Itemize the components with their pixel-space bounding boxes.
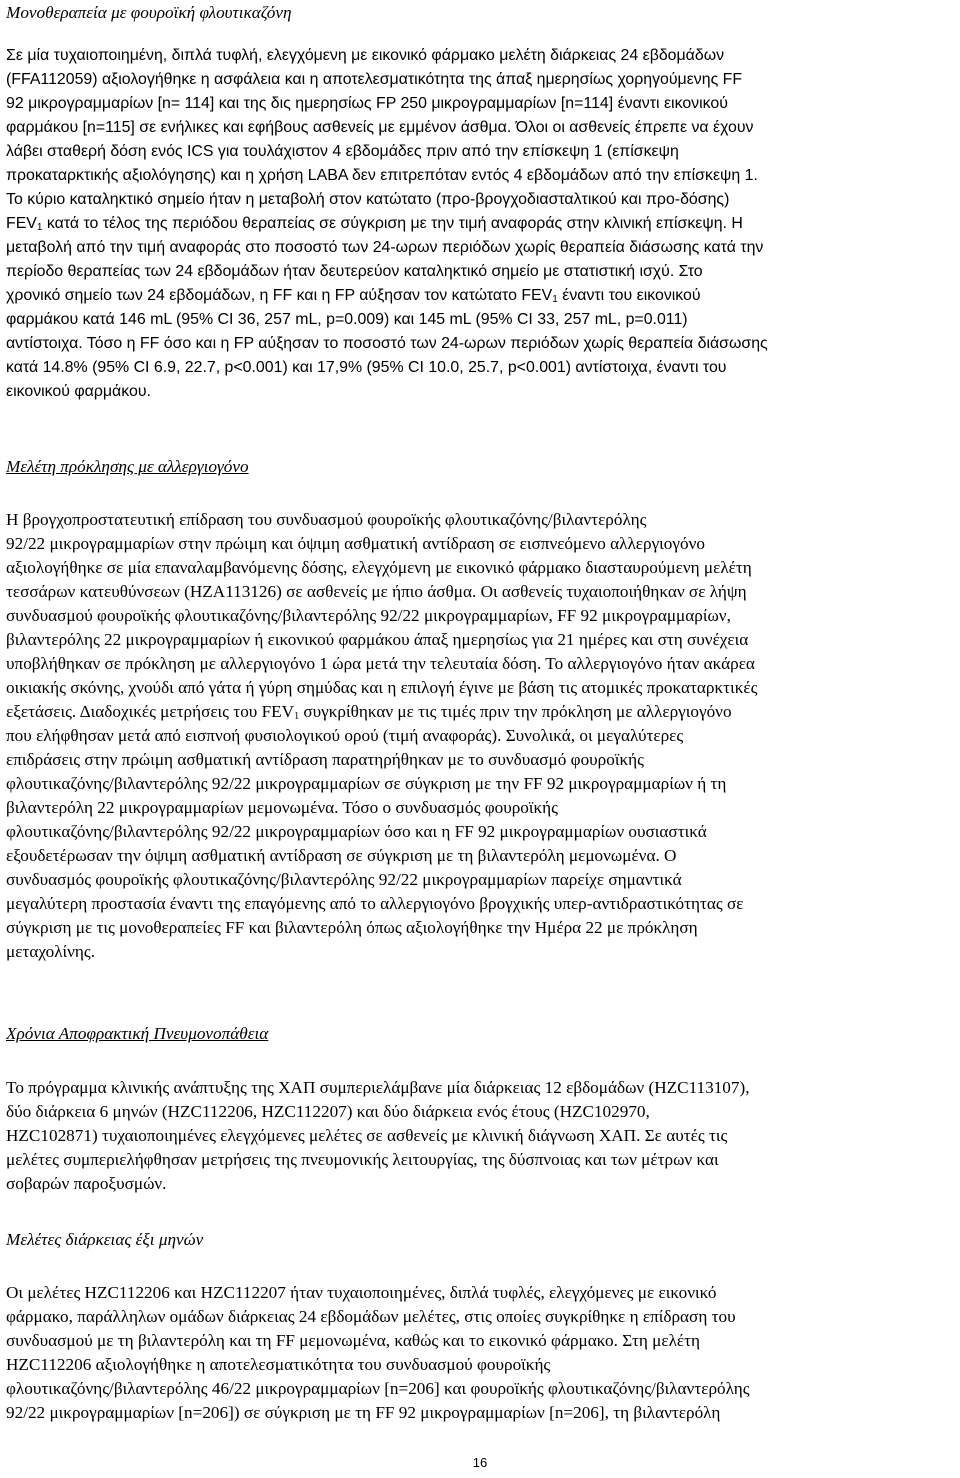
- text-line: φαρμάκου [n=115] σε ενήλικες και εφήβους ασθενείς με εμμένον άσθμα. Όλοι οι ασθενείς έπρεπε να έχουν: [6, 119, 754, 136]
- text-line: 92 μικρογραμμαρίων [n= 114] και της δις ημερησίως FP 250 μικρογραμμαρίων [n=114] έναντι εικονικού: [6, 95, 728, 112]
- text-line: περίοδο θεραπείας των 24 εβδομάδων ήταν δευτερεύον καταληκτικό σημείο με στατιστική ισχύ. Στο: [6, 263, 703, 280]
- text-line: φαρμάκου κατά 146 mL (95% CI 36, 257 mL, p=0.009) και 145 mL (95% CI 33, 257 mL, p=0.011): [6, 311, 688, 328]
- text-line: φλουτικαζόνης/βιλαντερόλης 92/22 μικρογραμμαρίων σε σύγκριση με την FF 92 μικρογραμμαρίων ή τη: [6, 774, 727, 793]
- paragraph-six-month-studies: [6, 1281, 750, 1425]
- text-line: εικονικού φαρμάκου.: [6, 383, 151, 400]
- text-line: φλουτικαζόνης/βιλαντερόλης 92/22 μικρογραμμαρίων όσο και η FF 92 μικρογραμμαρίων ουσιαστικά: [6, 822, 707, 841]
- text-line: Η βρογχοπροστατευτική επίδραση του συνδυασμού φουροϊκής φλουτικαζόνης/βιλαντερόλης: [6, 510, 647, 529]
- text-line: Το κύριο καταληκτικό σημείο ήταν η μεταβολή στον κατώτατο (προ-βρογχοδιασταλτικού και προ-δόσης): [6, 191, 730, 208]
- text-line: εξουδετέρωσαν την όψιμη ασθματική αντίδραση σε σύγκριση με τη βιλαντερόλη μεμονωμένα. Ο: [6, 846, 677, 865]
- text-line: υποβλήθηκαν σε πρόκληση με αλλεργιογόνο 1 ώρα μετά την τελευταία δόση. Το αλλεργιογόνο ήταν ακάρεα: [6, 654, 755, 673]
- section-heading-six-month-studies: Μελέτες διάρκειας έξι μηνών: [6, 1230, 204, 1249]
- text-line: βιλαντερόλη 22 μικρογραμμαρίων μεμονωμένα. Τόσο ο συνδυασμός φουροϊκής: [6, 798, 558, 817]
- text-line: λάβει σταθερή δόση ενός ICS για τουλάχιστον 4 εβδομάδες πριν από την επίσκεψη 1 (επίσκεψη: [6, 143, 679, 160]
- text-line: 92/22 μικρογραμμαρίων [n=206]) σε σύγκριση με τη FF 92 μικρογραμμαρίων [n=206], τη βιλαντερόλη: [6, 1403, 721, 1422]
- text-line: Σε μία τυχαιοποιημένη, διπλά τυφλή, ελεγχόμενη με εικονικό φάρμακο μελέτη διάρκειας 24 εβδομάδων: [6, 47, 725, 64]
- text-line: Οι μελέτες HZC112206 και HZC112207 ήταν τυχαιοποιημένες, διπλά τυφλές, ελεγχόμενες με εικονικό: [6, 1283, 717, 1302]
- text-line: σοβαρών παροξυσμών.: [6, 1174, 167, 1193]
- text-line: HZC102871) τυχαιοποιημένες ελεγχόμενες μελέτες σε ασθενείς με κλινική διάγνωση ΧΑΠ. Σε αυτές τις: [6, 1126, 728, 1145]
- text-line: 92/22 μικρογραμμαρίων στην πρώιμη και όψιμη ασθματική αντίδραση σε εισπνεόμενο αλλεργιογόνο: [6, 534, 705, 553]
- text-line: χρονικό σημείο των 24 εβδομάδων, η FF και η FP αύξησαν τον κατώτατο $FEV_1$ έναντι του εικονικού: [6, 287, 701, 305]
- text-line: συνδυασμού φουροϊκής φλουτικαζόνης/βιλαντερόλης 92/22 μικρογραμμαρίων, FF 92 μικρογραμμαρίων,: [6, 606, 731, 625]
- text-line: αντίστοιχα. Τόσο η FF όσο και η FP αύξησαν το ποσοστό των 24-ωρων περιόδων χωρίς θεραπεία διάσωσης: [6, 335, 768, 352]
- text-line: σύγκριση με τις μονοθεραπείες FF και βιλαντερόλη όπως αξιολογήθηκε την Ημέρα 22 με πρόκληση: [6, 918, 698, 937]
- page-number: 16: [472, 1455, 488, 1470]
- text-line: φλουτικαζόνης/βιλαντερόλης 46/22 μικρογραμμαρίων [n=206] και φουροϊκής φλουτικαζόνης/βιλαντερόλης: [6, 1379, 750, 1398]
- section-heading-allergen-challenge: Μελέτη πρόκλησης με αλλεργιογόνο: [6, 457, 249, 476]
- text-line: $FEV_1$ κατά το τέλος της περιόδου θεραπείας σε σύγκριση με την τιμή αναφοράς στην κλινική επίσκεψη. Η: [6, 215, 743, 233]
- text-line: δύο διάρκεια 6 μηνών (HZC112206, HZC112207) και δύο διάρκεια ενός έτους (HZC102970,: [6, 1102, 650, 1121]
- text-line: προκαταρκτικής αξιολόγησης) και η χρήση LABA δεν επιτρεπόταν εντός 4 εβδομάδων από την επίσκεψη 1.: [6, 167, 758, 184]
- text-line: που ελήφθησαν μετά από εισπνοή φυσιολογικού ορού (τιμή αναφοράς). Συνολικά, οι μεγαλύτερες: [6, 726, 684, 745]
- text-line: (FFA112059) αξιολογήθηκε η ασφάλεια και η αποτελεσματικότητα της άπαξ ημερησίως χορηγούμενης FF: [6, 71, 743, 88]
- text-line: μεταβολή από την τιμή αναφοράς στο ποσοστό των 24-ωρων περιόδων χωρίς θεραπεία διάσωσης κατά την: [6, 239, 764, 256]
- text-line: συνδυασμός φουροϊκής φλουτικαζόνης/βιλαντερόλης 92/22 μικρογραμμαρίων παρείχε σημαντικά: [6, 870, 682, 889]
- text-line: μεταχολίνης.: [6, 942, 96, 961]
- text-line: συνδυασμού με τη βιλαντερόλη και τη FF μεμονωμένα, καθώς και το εικονικό φάρμακο. Στη μελέτη: [6, 1331, 701, 1350]
- section-heading-copd: Χρόνια Αποφρακτική Πνευμονοπάθεια: [6, 1024, 269, 1043]
- text-line: βιλαντερόλης 22 μικρογραμμαρίων ή εικονικού φαρμάκου άπαξ ημερησίως για 21 ημέρες και στη συνέχεια: [6, 630, 749, 649]
- paragraph-allergen-challenge: [6, 508, 757, 964]
- text-line: αξιολογήθηκε σε μία επαναλαμβανόμενης δόσης, ελεγχόμενη με εικονικό φάρμακο διασταυρούμενη μελέτη: [6, 558, 752, 577]
- text-line: HZC112206 αξιολογήθηκε η αποτελεσματικότητα του συνδυασμού φουροϊκής: [6, 1355, 551, 1374]
- text-line: κατά 14.8% (95% CI 6.9, 22.7, p<0.001) και 17,9% (95% CI 10.0, 25.7, p<0.001) αντίστοιχα, έναντι του: [6, 359, 727, 376]
- text-line: μεγαλύτερη προστασία έναντι της επαγόμενης από το αλλεργιογόνο βρογχικής υπερ-αντιδραστικότητας σε: [6, 894, 744, 913]
- text-line: φάρμακο, παράλληλων ομάδων διάρκειας 24 εβδομάδων μελέτες, στις οποίες συγκρίθηκε η επίδραση του: [6, 1307, 736, 1326]
- text-line: τεσσάρων κατευθύνσεων (HZA113126) σε ασθενείς με ήπιο άσθμα. Οι ασθενείς τυχαιοποιήθηκαν σε λήψη: [6, 582, 747, 601]
- text-line: εξετάσεις. Διαδοχικές μετρήσεις του $FEV_1$ συγκρίθηκαν με τις τιμές πριν την πρόκληση με αλλεργιογόνο: [6, 702, 732, 722]
- paragraph-monotherapy: [6, 44, 768, 404]
- section-heading-monotherapy: Μονοθεραπεία με φουροϊκή φλουτικαζόνη: [6, 3, 292, 22]
- text-line: Το πρόγραμμα κλινικής ανάπτυξης της ΧΑΠ συμπεριελάμβανε μία διάρκειας 12 εβδομάδων (HZC113107),: [6, 1078, 750, 1097]
- text-line: μελέτες συμπεριελήφθησαν μετρήσεις της πνευμονικής λειτουργίας, της δύσπνοιας και των μέτρων και: [6, 1150, 719, 1169]
- text-line: οικιακής σκόνης, χνούδι από γάτα ή γύρη σημύδας και η επιλογή έγινε με βάση τις ατομικές προκαταρκτικές: [6, 678, 758, 697]
- text-line: επιδράσεις στην πρώιμη ασθματική αντίδραση παρατηρήθηκαν με το συνδυασμό φουροϊκής: [6, 750, 644, 769]
- paragraph-copd: [6, 1076, 750, 1196]
